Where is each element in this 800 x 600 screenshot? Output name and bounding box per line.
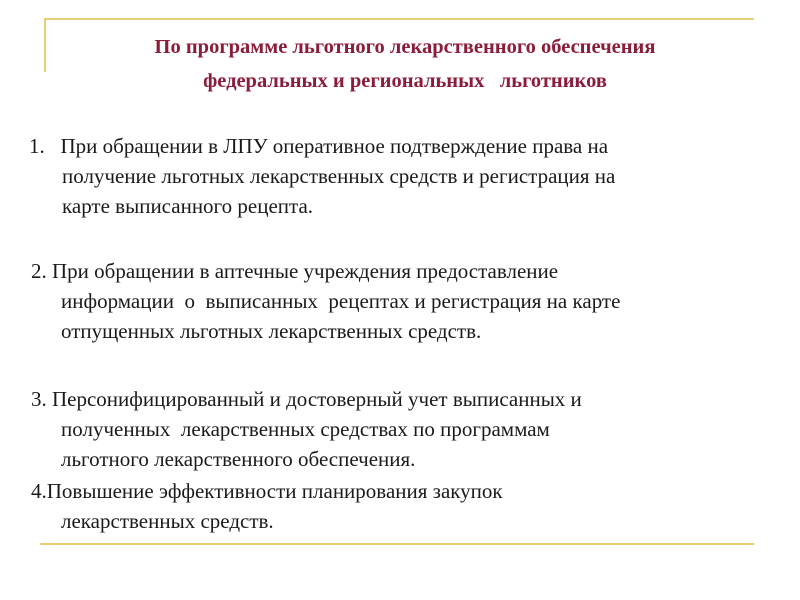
list-item-1 [29,131,615,221]
list-item-2-line-1: 2. При обращении в аптечные учреждения предоставление [31,259,559,283]
list-item-3 [31,384,582,474]
slide-title-line-2: федеральных и региональных льготников [203,70,607,92]
list-item-2-line-2: информации о выписанных рецептах и регистрация на карте [61,289,621,313]
list-item-4-line-2: лекарственных средств. [61,509,274,533]
slide-title-line-1: По программе льготного лекарственного обеспечения [154,36,656,58]
list-item-1-line-3: карте выписанного рецепта. [62,194,314,218]
list-item-1-line-2: получение льготных лекарственных средств и регистрация на [62,164,616,188]
list-item-4 [31,476,503,536]
list-item-2-line-3: отпущенных льготных лекарственных средств. [61,319,482,343]
list-item-3-line-3: льготного лекарственного обеспечения. [61,447,416,471]
list-item-2 [31,256,620,346]
list-item-4-line-1: 4.Повышение эффективности планирования закупок [31,479,503,503]
bottom-rule [40,543,754,545]
list-item-3-line-2: полученных лекарственных средствах по программам [61,417,550,441]
list-item-1-line-1: 1. При обращении в ЛПУ оперативное подтверждение права на [29,134,609,158]
list-item-3-line-1: 3. Персонифицированный и достоверный учет выписанных и [31,387,582,411]
